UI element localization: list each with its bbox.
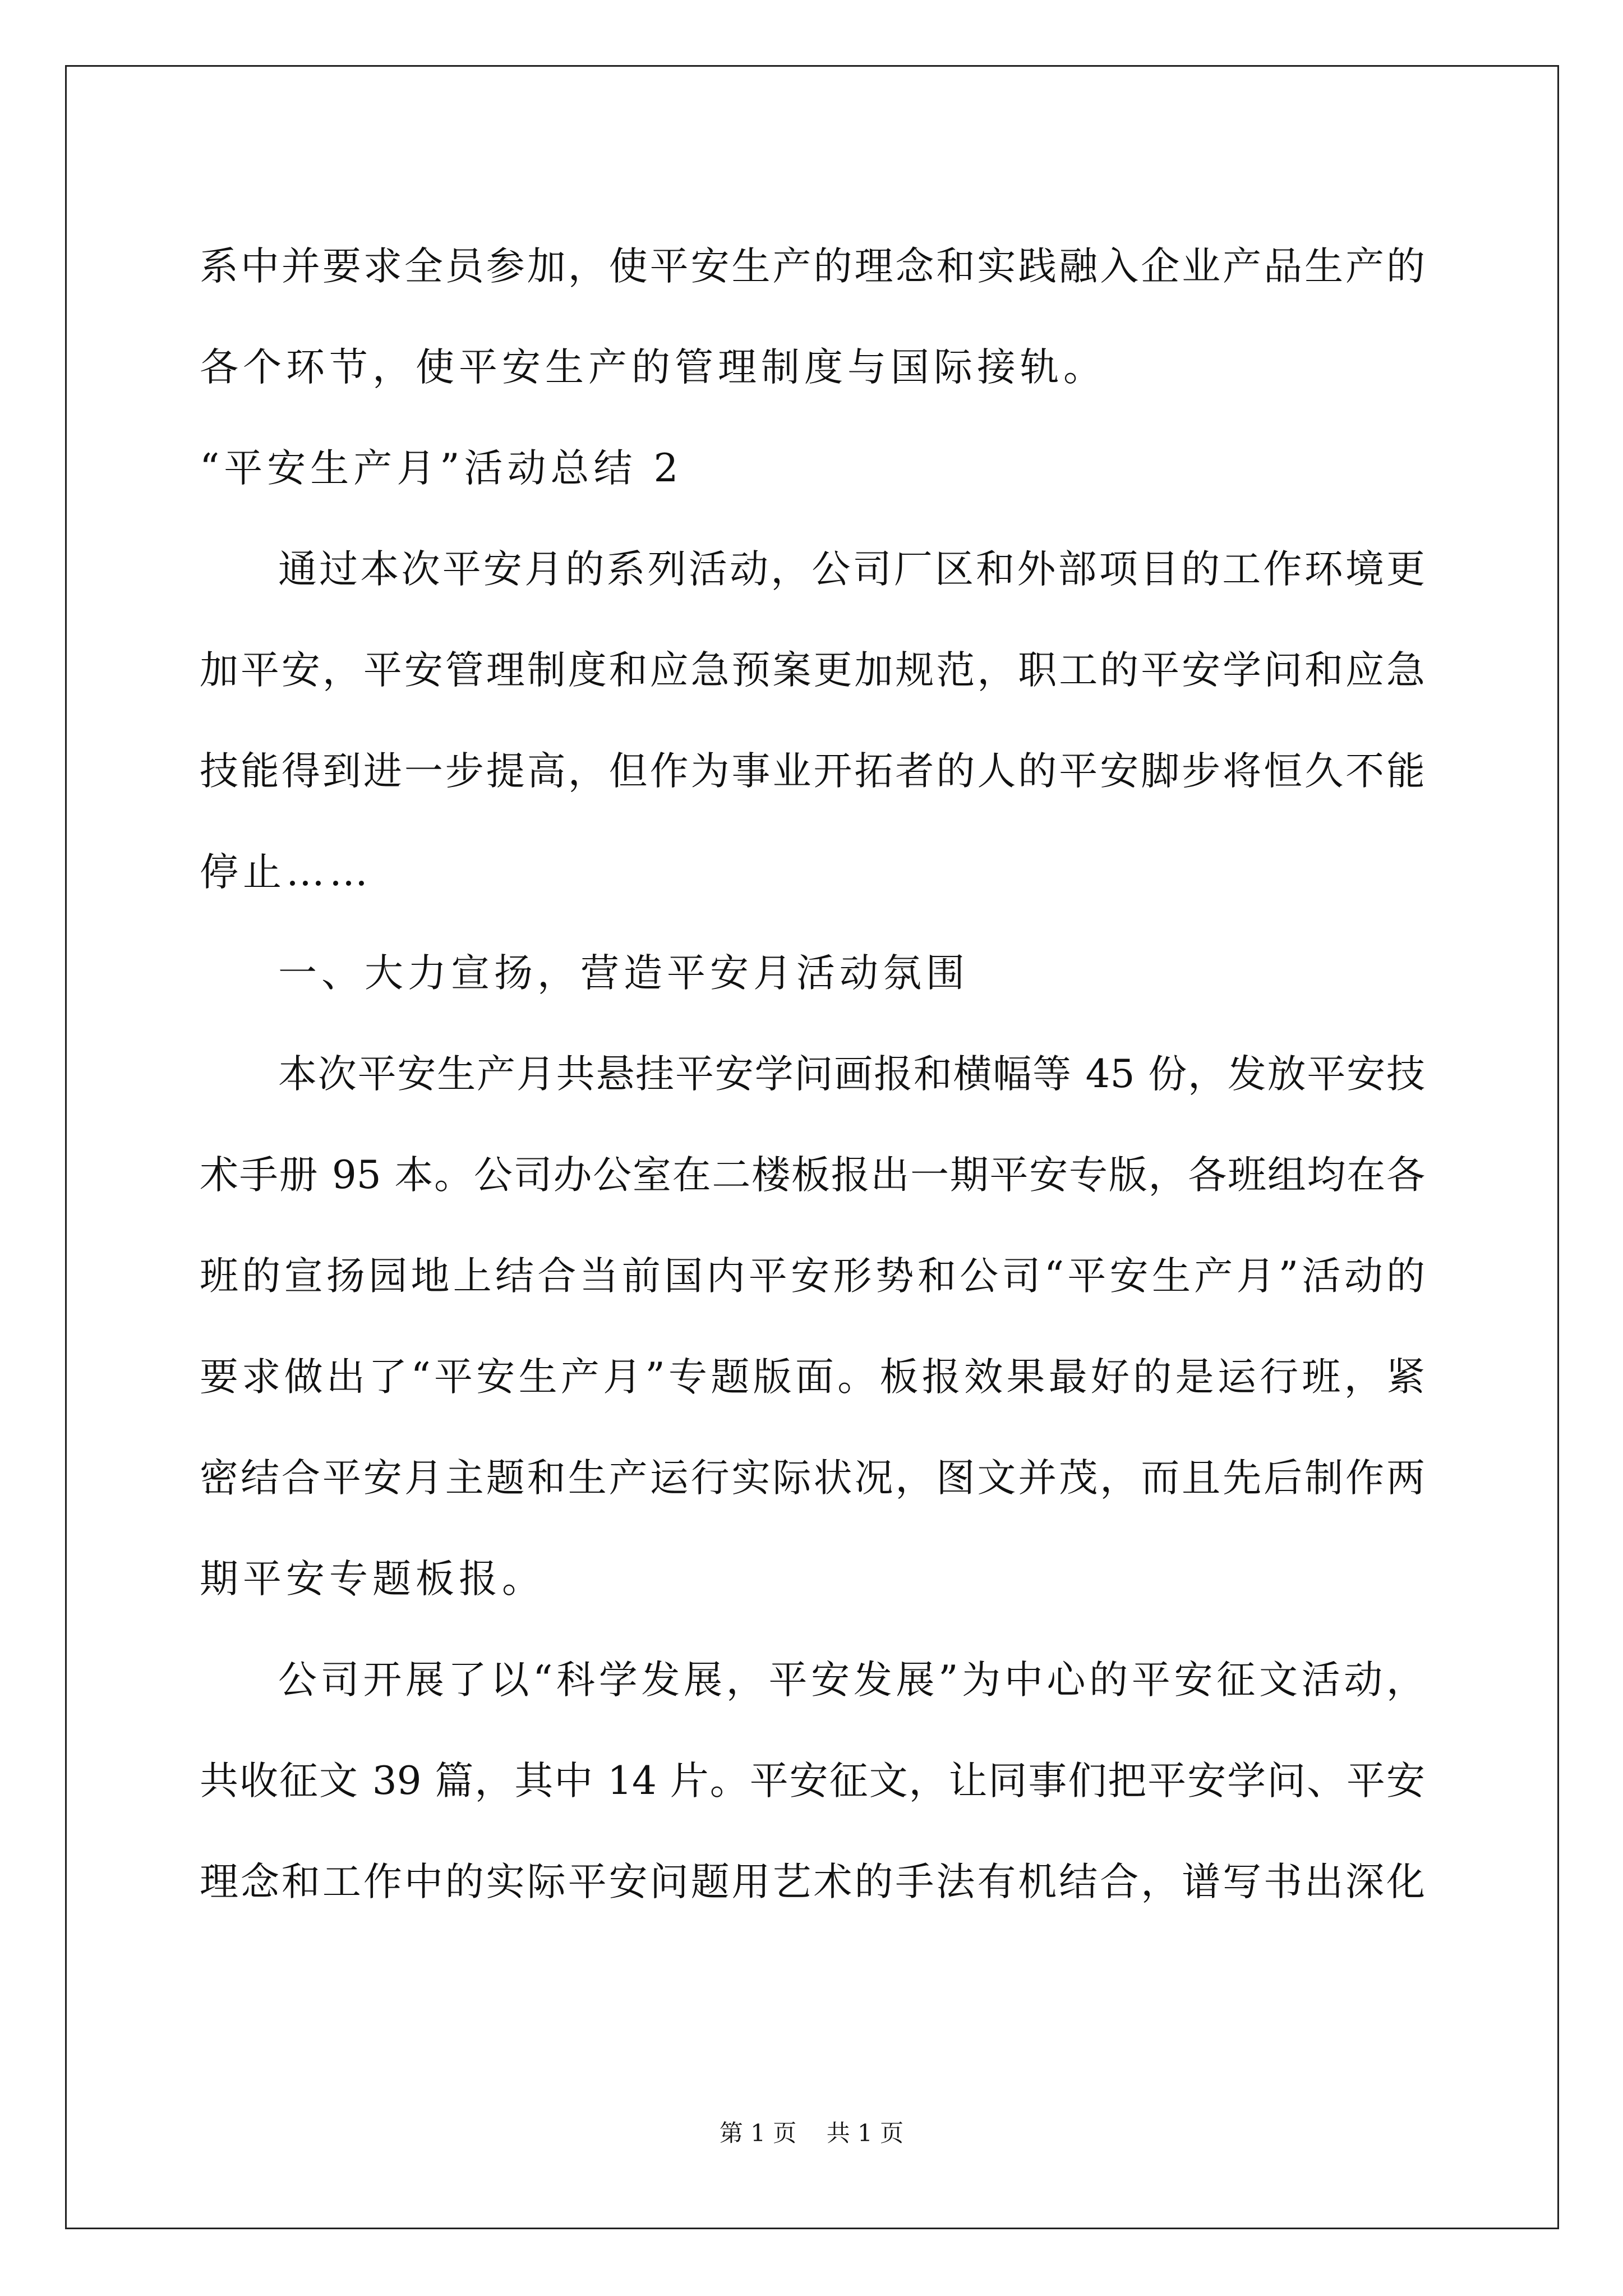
text-line: 公司开展了以“科学发展，平安发展”为中心的平安征文活动， — [278, 1658, 1425, 1703]
text-line: 要求做出了“平安生产月”专题版面。板报效果最好的是运行班，紧 — [200, 1355, 1425, 1400]
text-line: 通过本次平安月的系列活动，公司厂区和外部项目的工作环境更 — [278, 547, 1425, 592]
text-line: 各个环节，使平安生产的管理制度与国际接轨。 — [200, 345, 1106, 390]
text-line: 技能得到进一步提高，但作为事业开拓者的人的平安脚步将恒久不能 — [200, 749, 1425, 794]
document-body — [200, 216, 1425, 1932]
text-line: 系中并要求全员参加，使平安生产的理念和实践融入企业产品生产的 — [200, 244, 1425, 289]
section-heading: “平安生产月”活动总结 2 — [200, 446, 683, 491]
text-line: 术手册 95 本。公司办公室在二楼板报出一期平安专版，各班组均在各 — [200, 1153, 1425, 1198]
text-line: 停止…… — [200, 850, 372, 895]
text-line: 密结合平安月主题和生产运行实际状况，图文并茂，而且先后制作两 — [200, 1456, 1425, 1501]
text-line: 理念和工作中的实际平安问题用艺术的手法有机结合，谱写书出深化 — [200, 1860, 1425, 1904]
subsection-heading: 一、大力宣扬，营造平安月活动氛围 — [278, 951, 969, 996]
text-line: 班的宣扬园地上结合当前国内平安形势和公司“平安生产月”活动的 — [200, 1254, 1425, 1299]
text-line: 期平安专题板报。 — [200, 1557, 545, 1602]
text-line: 加平安，平安管理制度和应急预案更加规范，职工的平安学问和应急 — [200, 648, 1425, 693]
text-line: 本次平安生产月共悬挂平安学问画报和横幅等 45 份，发放平安技 — [278, 1052, 1425, 1097]
page-number-footer: 第 1 页 共 1 页 — [719, 2119, 904, 2147]
text-line: 共收征文 39 篇，其中 14 片。平安征文，让同事们把平安学问、平安 — [200, 1759, 1425, 1803]
